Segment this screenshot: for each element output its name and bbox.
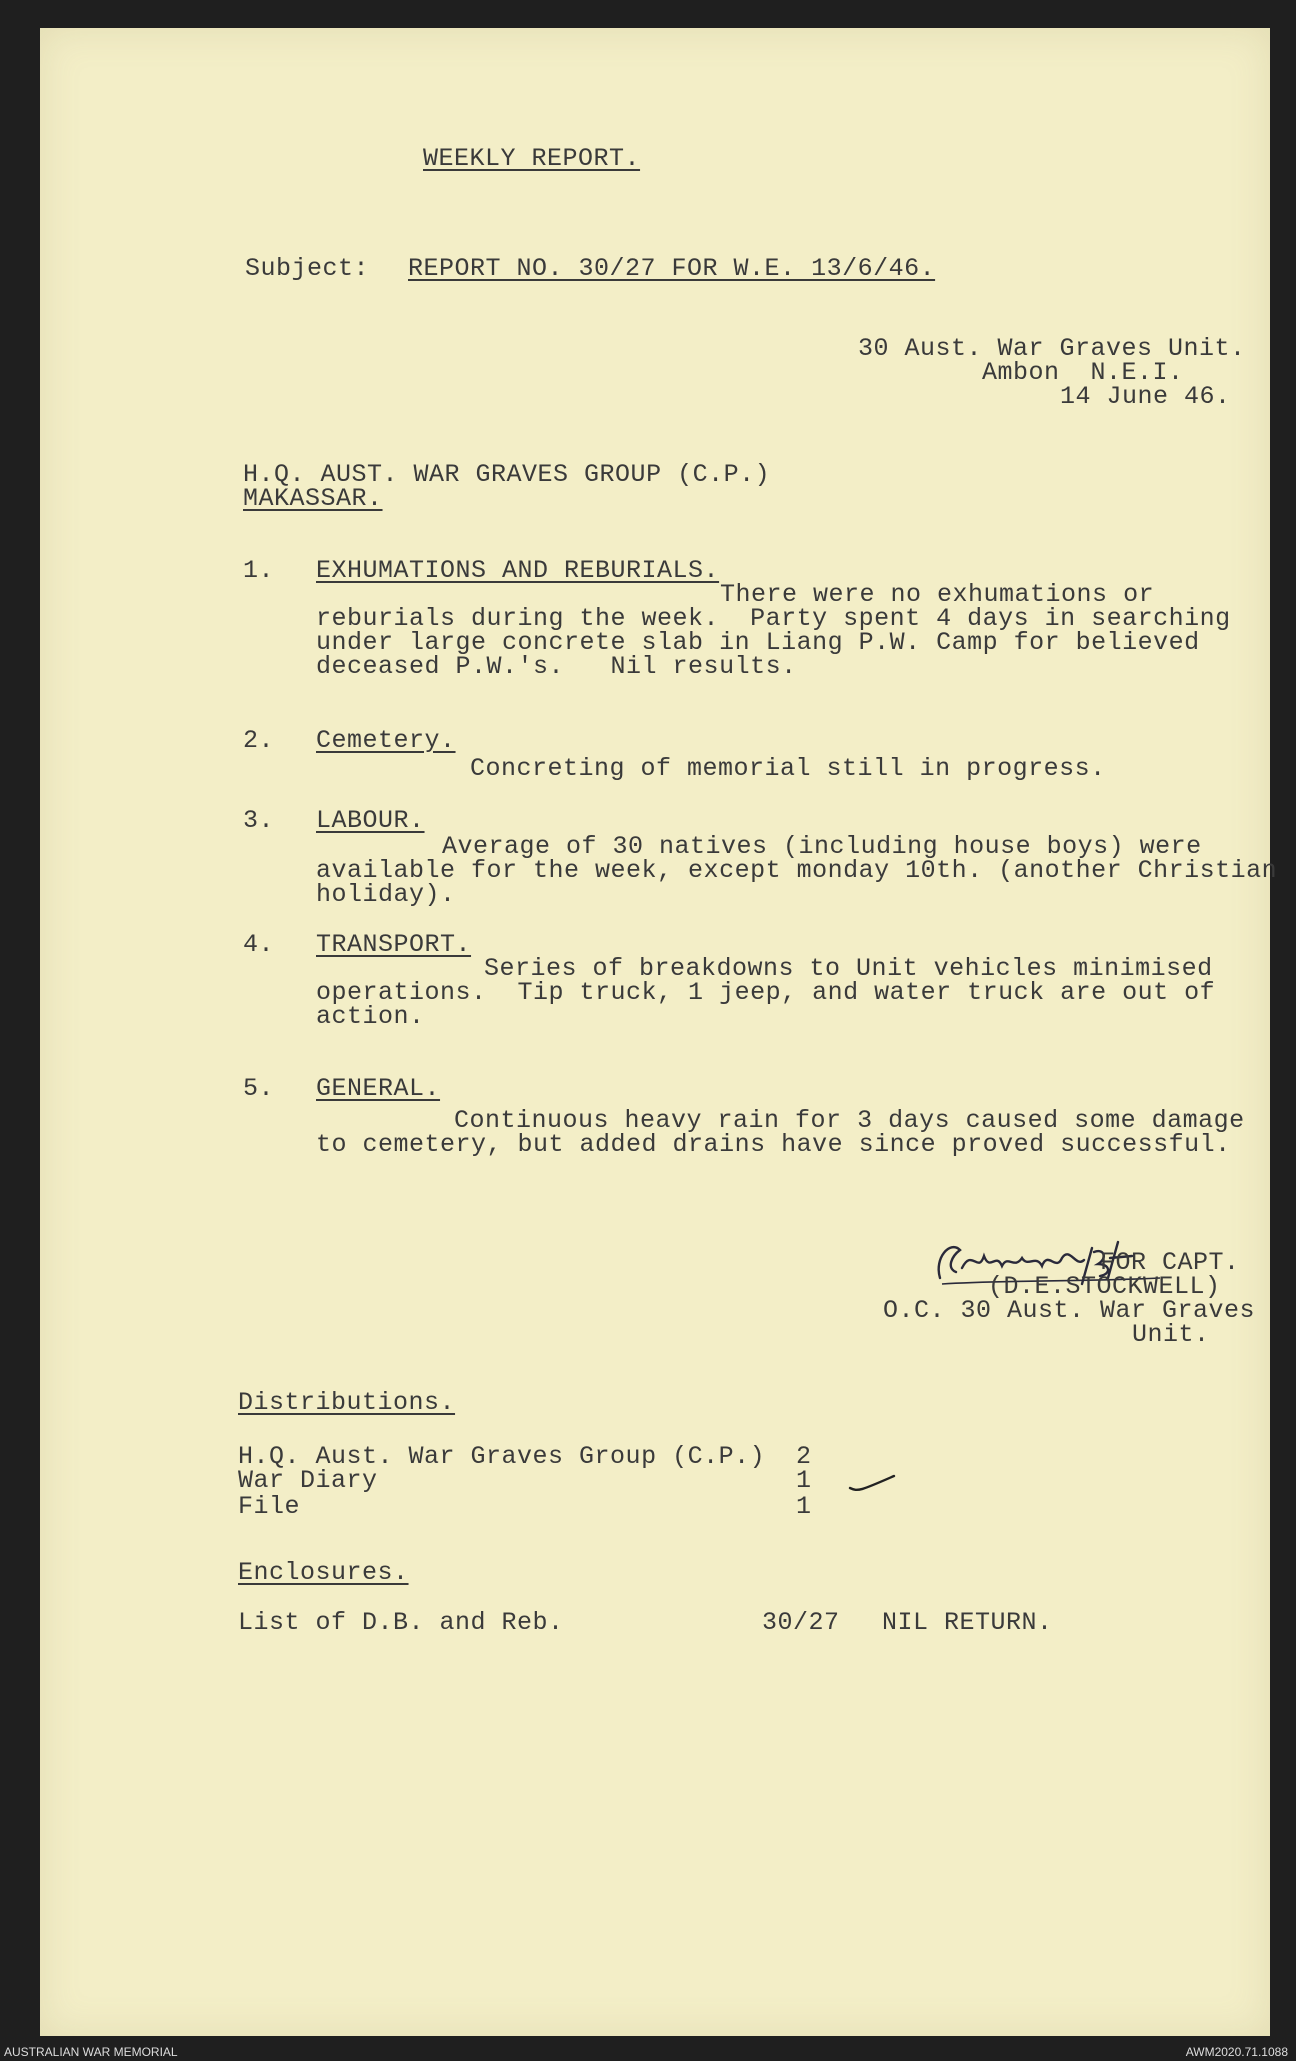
section-heading: TRANSPORT.	[316, 930, 472, 959]
document-page	[40, 28, 1278, 2036]
section-number: 5.	[243, 1074, 275, 1103]
signature-for-line: FOR CAPT.	[1100, 1248, 1240, 1277]
sender-date: 14 June 46.	[1060, 382, 1231, 411]
section-heading: LABOUR.	[316, 806, 425, 835]
addressee-line1: H.Q. AUST. WAR GRAVES GROUP (C.P.)	[243, 460, 771, 489]
section-line: under large concrete slab in Liang P.W. Camp for believed	[316, 628, 1200, 657]
section-number: 4.	[243, 930, 275, 959]
signatory-title: O.C. 30 Aust. War Graves	[883, 1296, 1256, 1325]
section-line: holiday).	[316, 880, 456, 909]
tick-mark-icon	[848, 1472, 896, 1494]
signatory-title-cont: Unit.	[1132, 1320, 1210, 1349]
sender-location: Ambon N.E.I.	[982, 358, 1184, 387]
enclosure-status: NIL RETURN.	[882, 1608, 1053, 1637]
section-number: 2.	[243, 726, 275, 755]
section-line: available for the week, except monday 10th. (another Christian	[316, 856, 1278, 885]
subject-label: Subject:	[245, 254, 370, 283]
section-line: deceased P.W.'s. Nil results.	[316, 652, 797, 681]
section-line: to cemetery, but added drains have since proved successful.	[316, 1130, 1231, 1159]
sender-unit: 30 Aust. War Graves Unit.	[858, 334, 1246, 363]
enclosures-heading: Enclosures.	[238, 1558, 409, 1587]
footer-accession-number: AWM2020.71.1088	[1185, 2045, 1288, 2059]
section-line: Concreting of memorial still in progress.	[470, 754, 1106, 783]
section-number: 3.	[243, 806, 275, 835]
section-line: Average of 30 natives (including house boys) were	[442, 832, 1202, 861]
distribution-heading: Distributions.	[238, 1388, 456, 1417]
section-line: action.	[316, 1002, 425, 1031]
report-title: WEEKLY REPORT.	[423, 144, 641, 173]
section-line: reburials during the week. Party spent 4 days in searching	[316, 604, 1231, 633]
section-heading: Cemetery.	[316, 726, 456, 755]
section-line: There were no exhumations or	[720, 580, 1155, 609]
section-heading: EXHUMATIONS AND REBURIALS.	[316, 556, 720, 585]
addressee-line2: MAKASSAR.	[243, 484, 383, 513]
footer-source: AUSTRALIAN WAR MEMORIAL	[4, 2045, 178, 2059]
distribution-item: War Diary	[238, 1466, 378, 1495]
subject-text: REPORT NO. 30/27 FOR W.E. 13/6/46.	[408, 254, 936, 283]
distribution-item: File	[238, 1492, 301, 1521]
section-line: Continuous heavy rain for 3 days caused some damage	[454, 1106, 1245, 1135]
enclosure-item: List of D.B. and Reb.	[238, 1608, 564, 1637]
enclosure-ref: 30/27	[762, 1608, 840, 1637]
distribution-count: 2	[796, 1442, 812, 1471]
section-number: 1.	[243, 556, 275, 585]
distribution-item: H.Q. Aust. War Graves Group (C.P.)	[238, 1442, 766, 1471]
section-heading: GENERAL.	[316, 1074, 441, 1103]
section-line: operations. Tip truck, 1 jeep, and water truck are out of	[316, 978, 1216, 1007]
signatory-name: (D.E.STOCKWELL)	[988, 1272, 1221, 1301]
distribution-count: 1	[796, 1466, 812, 1495]
distribution-count: 1	[796, 1492, 812, 1521]
section-line: Series of breakdowns to Unit vehicles minimised	[484, 954, 1213, 983]
